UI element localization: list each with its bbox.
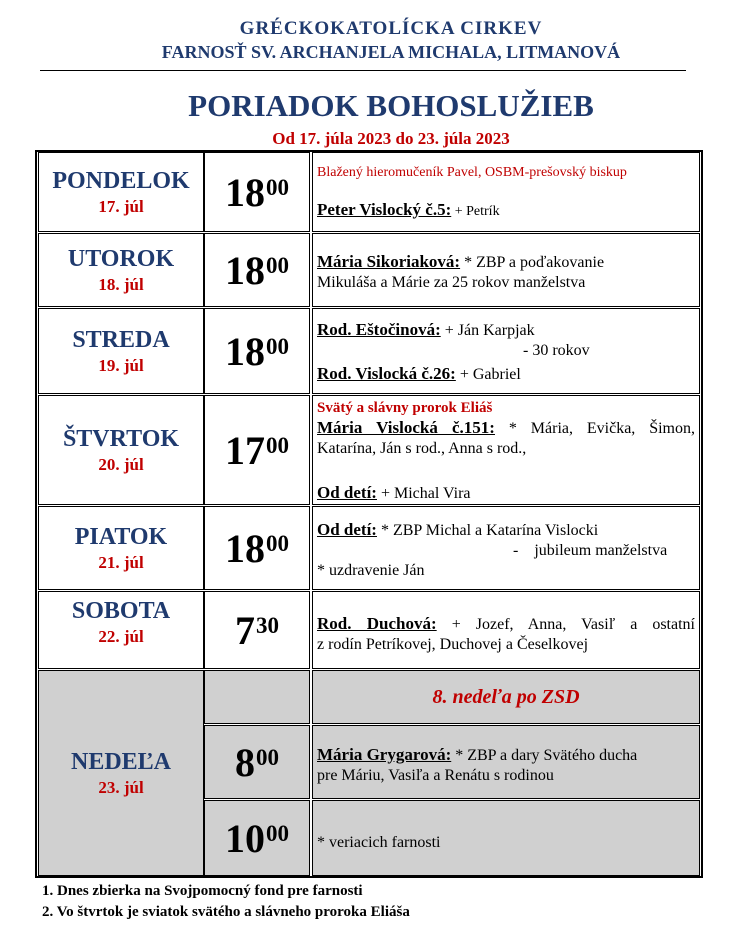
time-cell [204,800,310,876]
intention-name: Mária Grygarová: [317,745,452,764]
time-minutes: 30 [256,613,279,638]
time-minutes: 00 [266,334,289,359]
intention-cell [312,152,700,232]
intention-text-cont: pre Máriu, Vasiľa a Renátu s rodinou [317,767,554,784]
time-hour: 18 [225,328,265,374]
intention-cell [312,308,700,394]
note-item: 2. Vo štvrtok je sviatok svätého a slávneho proroka Eliáša [42,904,410,920]
time-hour: 8 [235,739,255,785]
time-minutes: 00 [266,433,289,458]
feast-label: Blažený hieromučeník Pavel, OSBM-prešovský biskup [317,165,627,180]
time-cell [204,506,310,590]
intention-text: * Mária, Evička, Šimon, [494,420,696,437]
time-hour: 7 [235,607,255,653]
time-cell [204,725,310,799]
intention-text: * ZBP a poďakovanie [460,254,605,271]
day-date: 20. júl [98,455,144,474]
intention-text-cont: - jubileum manželstva [513,542,668,559]
day-cell-tuesday [38,233,204,307]
intention-text: * ZBP Michal a Katarína Vislocki [376,522,599,539]
header-divider [40,70,686,71]
intention-text-extra: * uzdravenie Ján [317,562,425,579]
time-cell-empty [204,670,310,724]
day-date: 22. júl [98,627,144,646]
intention-name-2: Rod. Vislocká č.26: [317,364,456,383]
intention-text-cont: Mikuláša a Márie za 25 rokov manželstva [317,274,586,291]
intention-text-2: + Michal Vira [376,485,471,502]
intention-name-2: Od detí: [317,483,377,502]
intention-name: Rod. Duchová: [317,614,437,633]
intention-name: Mária Vislocká č.151: [317,418,495,437]
intention-name: Rod. Eštočinová: [317,320,441,339]
time-cell [204,233,310,307]
time-cell [204,152,310,232]
intention-name: Mária Sikoriaková: [317,252,461,271]
day-cell-thursday [38,395,204,505]
note-item: 1. Dnes zbierka na Svojpomocný fond pre farnosti [42,883,363,899]
time-hour: 10 [225,815,265,861]
time-minutes: 00 [256,745,279,770]
intention-cell [312,725,700,799]
intention-cell [312,800,700,876]
day-cell-friday [38,506,204,590]
time-hour: 18 [225,525,265,571]
intention-text-2: + Gabriel [455,366,521,383]
time-cell [204,308,310,394]
intention-text: * veriacich farnosti [317,834,441,851]
time-cell [204,591,310,669]
intention-text: + Petrík [451,204,500,219]
day-name: NEDEĽA [70,749,172,775]
time-minutes: 00 [266,175,289,200]
day-name: PONDELOK [52,168,190,194]
intention-text-cont: Katarína, Ján s rod., Anna s rod., [317,440,527,457]
date-range: Od 17. júla 2023 do 23. júla 2023 [272,129,510,148]
intention-text: + Jozef, Anna, Vasiľ a ostatní [436,616,695,633]
day-name: STREDA [72,327,170,353]
church-name: GRÉCKOKATOLÍCKA CIRKEV [239,18,543,39]
time-hour: 18 [225,169,265,215]
parish-name: FARNOSŤ SV. ARCHANJELA MICHALA, LITMANOVÁ [161,42,621,62]
day-date: 21. júl [98,553,144,572]
notes [42,881,410,923]
day-cell-wednesday [38,308,204,394]
intention-name: Peter Vislocký č.5: [317,200,452,219]
time-minutes: 00 [266,531,289,556]
intention-cell [312,506,700,590]
day-name: PIATOK [74,524,168,550]
day-name: SOBOTA [71,598,171,624]
intention-cell [312,233,700,307]
sunday-title: 8. nedeľa po ZSD [312,670,700,724]
day-cell-monday [38,152,204,232]
time-hour: 17 [225,427,265,473]
day-cell-saturday [38,591,204,669]
feast-label: Svätý a slávny prorok Eliáš [317,400,493,416]
day-date: 23. júl [98,778,144,797]
intention-text: + Ján Karpjak [440,322,535,339]
time-minutes: 00 [266,821,289,846]
page-title: PORIADOK BOHOSLUŽIEB [188,88,594,123]
day-name: ŠTVRTOK [62,426,180,452]
intention-text: * ZBP a dary Svätého ducha [451,747,638,764]
intention-name: Od detí: [317,520,377,539]
day-date: 18. júl [98,275,144,294]
intention-cell [312,395,700,505]
day-date: 17. júl [98,197,144,216]
day-name: UTOROK [67,246,175,272]
time-minutes: 00 [266,253,289,278]
intention-text-cont: - 30 rokov [523,342,590,359]
day-cell-sunday [38,670,204,876]
time-hour: 18 [225,247,265,293]
time-cell [204,395,310,505]
intention-cell [312,591,700,669]
intention-text-cont: z rodín Petríkovej, Duchovej a Česelkovej [317,636,589,653]
day-date: 19. júl [98,356,144,375]
